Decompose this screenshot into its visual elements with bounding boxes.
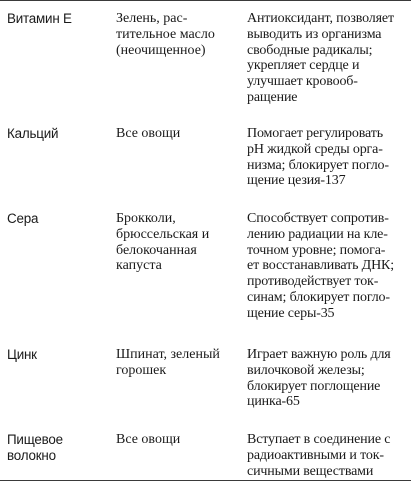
nutrient-cell: Пищевое волокно — [7, 432, 63, 463]
sources-cell: Все овощи — [116, 432, 181, 447]
sources-cell: Шпинат, зеленый горошек — [116, 347, 220, 378]
nutrient-cell: Витамин Е — [7, 11, 72, 26]
effect-cell: Способствует сопротив- лению радиации на кле- точном уровне; помога- ет восстанавливать ДНК; противодействует ток- синам; блокирует погло- щение серы-35 — [247, 211, 394, 321]
sources-cell: Все овощи — [116, 126, 181, 141]
sources-cell: Зелень, рас- тительное масло (неочищенное) — [116, 11, 215, 58]
table-top-rule — [0, 0, 411, 1]
nutrient-cell: Сера — [7, 211, 39, 226]
nutrient-cell: Кальций — [7, 126, 59, 141]
effect-cell: Играет важную роль для вилочковой железы; блокирует поглощение цинка-65 — [247, 347, 391, 410]
effect-cell: Помогает регулировать рН жидкой среды орга- низма; блокирует погло- щение цезия-137 — [247, 126, 389, 189]
nutrient-cell: Цинк — [7, 347, 37, 362]
effect-cell: Вступает в соединение с радиоактивными и ток- сичными веществами — [247, 432, 391, 479]
effect-cell: Антиоксидант, позволяет выводить из организма свободные радикалы; укрепляет сердце и улучшает кровооб- ращение — [247, 11, 394, 105]
sources-cell: Брокколи, брюссельская и белокочанная капуста — [116, 211, 210, 274]
